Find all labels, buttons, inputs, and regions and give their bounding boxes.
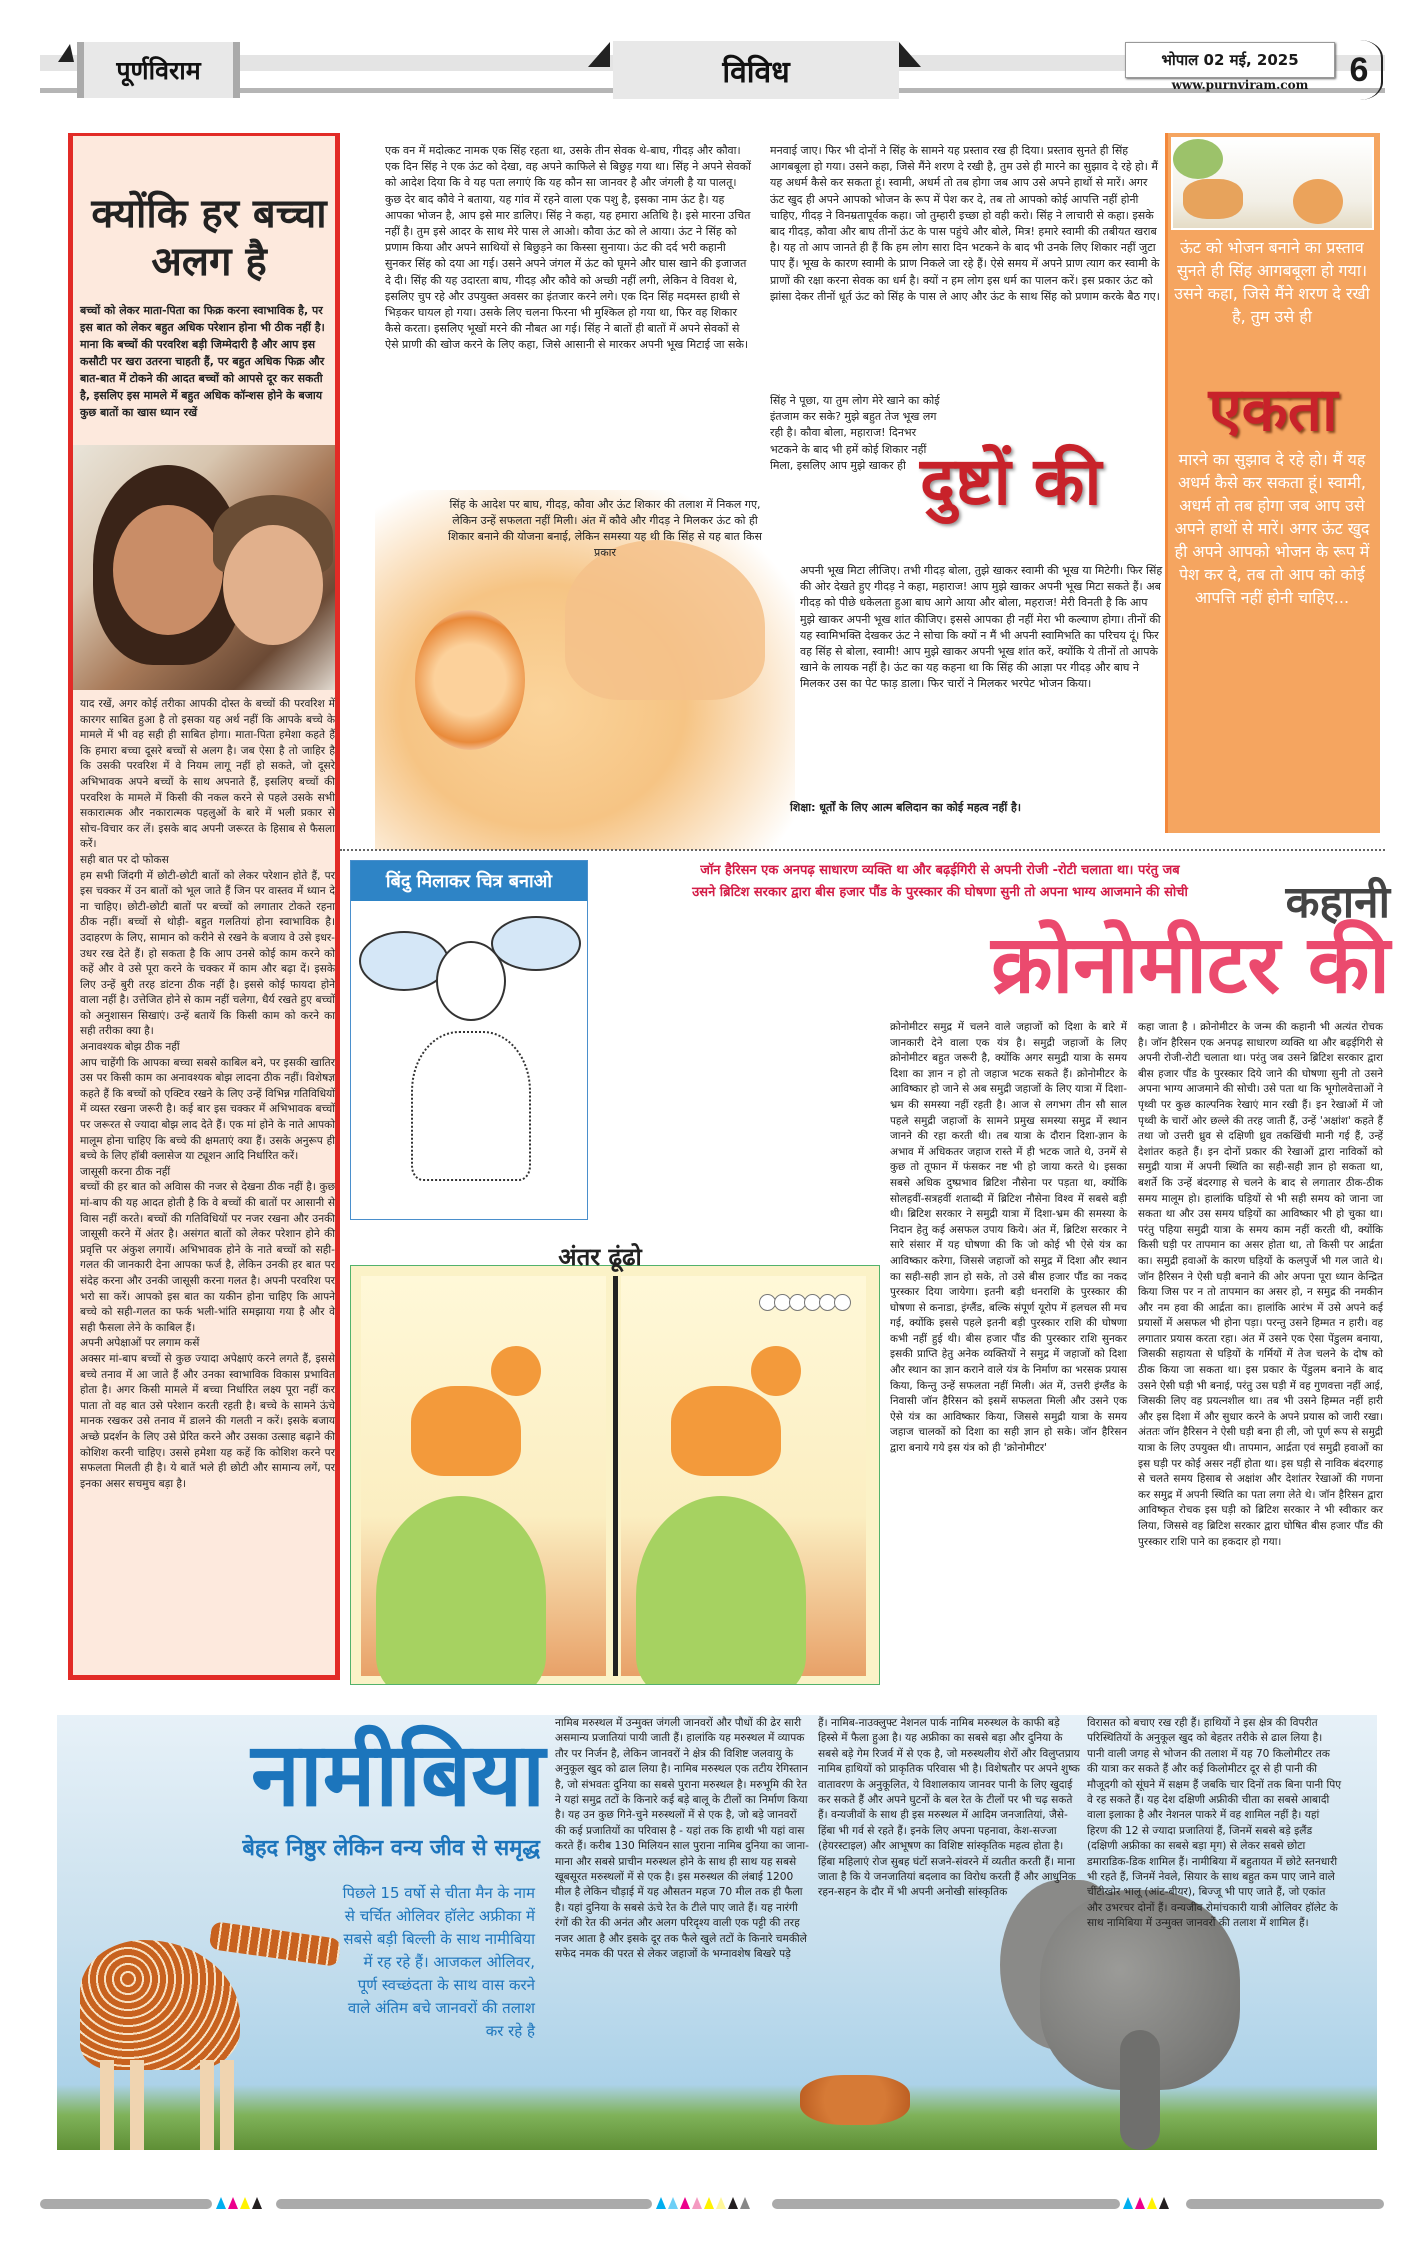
parenting-para: अक्सर मां-बाप बच्चों से कुछ ज्यादा अपेक्षाएं करने लगते हैं, इससे बच्चे तनाव में आ जाते हैं और उनका स्वाभाविक विकास प्रभावित होता है। अगर किसी मामले में बच्चा निर्धारित लक्ष्य पूरा नहीं कर पाता तो वह बात उसे परेशान करती रहती है। बच्चे के सामने ऊंचे मानक रखकर उसे तनाव में डालने की गलती न करें। इसके बजाय अच्छे प्रदर्शन के लिए उसे प्रेरित करने और उसका उत्साह बढ़ाने की कोशिश करनी चाहिए। उससे हमेशा यह कहें कि कोशिश करने पर सफलता मिलती ही है। ये बातें भले ही छोटी और सामान्य लगें, पर इनका असर सचमुच बड़ा है। [80, 1352, 335, 1490]
newspaper-logo: पूर्णविराम [77, 42, 240, 98]
page-number: 6 [1337, 40, 1383, 100]
parenting-para: हम सभी जिंदगी में छोटी-छोटी बातों को लेकर परेशान होते हैं, पर इस चक्कर में उन बातों को भूल जाते हैं जिन पर वास्तव में ध्यान दे ना चाहिए। छोटी-छोटी बातों पर बच्चों को लगातार टोकते रहना ठीक नहीं। बच्चों से थोड़ी- बहुत गलतियां होना स्वाभाविक है। उदाहरण के लिए, सामान को करीने से रखने के बजाय वे उसे इधर- उधर रख देते हैं। हो सकता है कि आप उनसे कोई काम करने को कहें और वे उसे पूरा करने के चक्कर में काम और बढ़ा दें। इसके लिए उन्हें बुरी तरह डांटना ठीक नहीं है। इससे कोई फायदा होने वाला नहीं है। उत्तेजित होने से काम नहीं चलेगा, धैर्य रखते हुए बच्चों को अनुशासन सिखाएं। उन्हें बतायें कि किसी काम को करने का सही तरीका क्या है। [80, 869, 335, 1038]
parenting-para: याद रखें, अगर कोई तरीका आपकी दोस्त के बच्चों की परवरिश में कारगर साबित हुआ है तो इसका यह अर्थ नहीं कि आपके बच्चे के मामले में भी वह सही ही साबित होगा। माता-पिता हमेशा कहते हैं कि हमारा बच्चा दूसरे बच्चों से अलग है। जब ऐसा है तो जाहिर है कि उसकी परवरिश में वे नियम लागू नहीं हो सकते, जो दूसरे अभिभावक अपने बच्चों के साथ अपनाते हैं, इसलिए बच्चों की परवरिश के मामले में किसी की नकल करने से पहले उसके सभी सकारात्मक और नकारात्मक पहलुओं के बारे में भली प्रकार से सोच-विचार कर लें। इसके बाद अपनी जरूरत के हिसाब से फैसला करें। [80, 698, 335, 851]
parenting-body [80, 697, 335, 1492]
story-headline-part1: दुष्टों की [920, 443, 1102, 520]
section-divider [340, 849, 1385, 851]
connect-dots-puzzle [350, 860, 588, 1220]
chronometer-intro: जॉन हैरिसन एक अनपढ़ साधारण व्यक्ति था और बढ़ईगिरी से अपनी रोजी -रोटी चलाता था। परंतु जब उसने ब्रिटिश सरकार द्वारा बीस हजार पौंड के पुरस्कार की घोषणा सुनी तो अपना भाग्य आजमाने की सोची [692, 863, 1188, 900]
story-moral: शिक्षा: धूर्तों के लिए आत्म बलिदान का कोई महत्व नहीं है। [790, 801, 1022, 814]
story-paragraph-3: सिंह ने पूछा, या तुम लोग मेरे खाने का कोई इंतजाम कर सके? मुझे बहुत तेज भूख लग रही है। कौवा बोला, महाराज! दिनभर भटकने के बाद भी हमें कोई शिकार नहीं मिला, इसलिए आप मुझे खाकर ही [770, 394, 940, 472]
edition-date: भोपाल 02 मई, 2025 [1125, 42, 1335, 78]
story-paragraph-1b: सिंह के आदेश पर बाघ, गीदड़, कौवा और ऊंट शिकार की तलाश में निकल गए, लेकिन उन्हें सफलता नहीं मिली। अंत में कौवे और गीदड़ ने मिलकर ऊंट को ही शिकार बनाने की योजना बनाई, लेकिन समस्या यह थी कि सिंह से यह बात किस प्रकार [448, 498, 762, 559]
story-headline-part2: एकता [1208, 375, 1338, 445]
website-url[interactable]: www.purnviram.com [1171, 78, 1309, 92]
boy-face-outline [436, 941, 506, 1021]
parenting-headline: क्योंकि हर बच्चा अलग है [91, 191, 327, 285]
namibia-column-1: नामिब मरुस्थल में उन्मुक्त जंगली जानवरों और पौधों की ढेर सारी असमान्य प्रजातियां पायी जाती हैं। हालांकि यह मरुस्थल में व्यापक तौर पर निर्जन है, लेकिन जानवरों ने क्षेत्र की विशिष्ट जलवायु के अनुकूल खुद को ढाल लिया है। नामिब मरुस्थल एक तटीय रेगिस्तान है, जो संभवतः दुनिया का सबसे पुराना मरुस्थल है। मरुभूमि की रेत ने यहां समुद्र तटों के किनारे कई बड़े बालू के टीलों का निर्माण किया है। यह उन कुछ गिने-चुने मरुस्थलों में से एक है, जो बड़े जानवरों की कई प्रजातियों का परिवास है - यहां तक कि हाथी भी यहां वास करते हैं। करीब 130 मिलियन साल पुराना नामिब दुनिया का जाना-माना और सबसे प्राचीन मरुस्थल होने के साथ ही साथ यह सबसे खूबसूरत मरुस्थलों में से एक है। इस मरुस्थल की लंबाई 1200 मील है लेकिन चौड़ाई में यह औसतन महज 70 मील तक ही फैला है। यहां दुनिया के सबसे ऊंचे रेत के टीले पाए जाते हैं। यह नारंगी रंगों की रेत की अनंत और अलग परिदृश्य वाली एक पट्टी की तरह नजर आता है और इसके दूर तक फैले खुले तटों के किनारे चमकीले सफेद नमक की परत से लेकर जहाजों के भग्नावशेष बिखरे पड़े [555, 1717, 809, 1961]
section-title: विविध [613, 41, 899, 99]
parenting-subhead: अपनी अपेक्षाओं पर लगाम कसें [80, 1337, 200, 1350]
namibia-headline: नामीबिया [251, 1723, 545, 1826]
chronometer-column-2: कहा जाता है । क्रोनोमीटर के जन्म की कहानी भी अत्यंत रोचक है। जॉन हैरिसन एक अनपढ़ साधारण व्यक्ति था और बढ़ईगिरी से अपनी रोजी-रोटी चलाता था। परंतु जब उसने ब्रिटिश सरकार द्वारा बीस हजार पौंड के पुरस्कार दिये जाने की घोषणा सुनी तो उसने अपना भाग्य आजमाने की सोची। उसे पता था कि भूगोलवेत्ताओं ने पृथ्वी पर कुछ काल्पनिक रेखाएं मान रखी हैं। इन रेखाओं में जो पृथ्वी के चारों ओर छल्ले की तरह जाती हैं, उन्हें 'अक्षांश' कहते हैं तथा जो उत्तरी ध्रुव से दक्षिणी ध्रुव तकखिंची मानी गई हैं, उन्हें देशांतर कहते हैं। इन दोनों प्रकार की रेखाओं द्वारा नाविकों को समुद्री यात्रा में अपनी स्थिति का सही-सही ज्ञान हो सकता था, बशर्ते कि उन्हें बंदरगाह से चलने के बाद से लगातार ठीक-ठीक समय मालूम हो। हालांकि घड़ियों से भी सही समय को जाना जा सकता था और उस समय घड़ियों का आविष्कार भी हो चुका था। परंतु पहिया समुद्री यात्रा के समय काम नहीं करती थी, क्योंकि किसी घड़ी पर तापमान का असर होता था, तो किसी पर आर्द्रता का। समुद्री हवाओं के कारण घड़ियों के कलपुर्जे भी गल जाते थे। जॉन हैरिसन ने ऐसी घड़ी बनाने की ओर अपना पूरा ध्यान केन्द्रित किया जिस पर न तो तापमान का असर हो, न समुद्र की नमकीन और नम हवा की आर्द्रता का। हालांकि आरंभ में उसे अपने कई प्रयासों में असफल भी होना पड़ा। परन्तु उसने हिम्मत न हारी। वह लगातार प्रयास करता रहा। अंत में उसने एक ऐसा पेंडुलम बनाया, जिसकी सहायता से घड़ियों के गर्मियों में तेज चलने के दोष को ठीक किया जा सकता था। इस प्रकार के पेंडुलम बनाने के बाद उसने ऐसी घड़ी भी बनाई, परंतु उस घड़ी में वह गुणवत्ता नहीं आई, जिसकी लिए वह प्रयत्नशील था। तब भी उसने हिम्मत नहीं हारी और इस दिशा में और सुधार करने के अपने प्रयास को जारी रखा। अंततः जॉन हैरिसन ने ऐसी घड़ी बना ही ली, जो पूर्ण रूप से समुद्री यात्रा के लिए उपयुक्त थी। तापमान, आर्द्रता एवं समुद्री हवाओं का इस घड़ी पर कोई असर नहीं होता था। इस घड़ी से नाविक बंदरगाह से चलते समय हिसाब से अक्षांश और देशांतर रेखाओं की गणना कर समुद्र में अपनी स्थिति का पता लगा लेते थे। जॉन हैरिसन द्वारा आविष्कृत रोचक इस घड़ी को ब्रिटिश सरकार ने भी स्वीकार कर लिया, जिससे वह ब्रिटिश सरकार द्वारा घोषित बीस हजार पौंड की पुरस्कार राशि पाने का हकदार हो गया। [1138, 1021, 1383, 1548]
cmyk-marks [1123, 2197, 1169, 2209]
print-bar [276, 2199, 652, 2209]
chronometer-kicker: कहानी [1285, 877, 1390, 928]
left-picture [361, 1276, 606, 1676]
namibia-column-2: हैं। नामिब-नाउक्लुफ्ट नेशनल पार्क नामिब मरुस्थल के काफी बड़े हिस्से में फैला हुआ है। यह अफ्रीका का सबसे बड़ा और दुनिया के सबसे बड़े गेम रिजर्व में से एक है, जो मरुस्थलीय शेरों और विलुप्तप्राय नामिब हाथियों को प्राकृतिक परिवास भी है। विशेषतौर पर अपने शुष्क वातावरण के अनुकूलित, ये विशालकाय जानवर पानी के लिए खुदाई कर सकते हैं और अपने घुटनों के बल रेत के टीलों पर भी चढ़ सकते हैं। वन्यजीवों के साथ ही इस मरुस्थल में आदिम जनजातियां, जैसे- हिंबा भी गर्व से रहते हैं। इनके लिए अपना पहनावा, केश-सज्जा (हेयरस्टाइल) और आभूषण का विशिष्ट सांस्कृतिक महत्व होता है। हिंबा महिलाएं रोज सुबह घंटों सजने-संवरने में व्यतीत करती हैं। माना जाता है कि ये जनजातियां बदलाव का विरोध करती हैं और आधुनिक रहन-सहन के दौर में भी अपनी अनोखी सांस्कृतिक [818, 1717, 1080, 1899]
parenting-subhead: जासूसी करना ठीक नहीं [80, 1165, 171, 1178]
cmyk-marks [656, 2197, 750, 2209]
cmyk-marks [216, 2197, 262, 2209]
deer-photo [790, 2035, 920, 2155]
parenting-subhead: अनावश्यक बोझ ठीक नहीं [80, 1041, 180, 1054]
difference-counter [761, 1294, 851, 1311]
right-picture [621, 1276, 866, 1676]
chronometer-headline: क्रोनोमीटर की [991, 918, 1390, 1011]
print-bar [772, 2199, 1120, 2209]
sidebar-quote-2: मारने का सुझाव दे रहे हो। मैं यह अधर्म कैसे कर सकता हूं। स्वामी, अधर्म तो तब होगा जब आप उसे अपने हाथों से मारें। अगर ऊंट खुद ही अपने आपको भोजन के रूप में पेश कर दे, तब तो आप को कोई आपत्ति नहीं होनी चाहिए... [1174, 450, 1370, 607]
print-bar [1186, 2199, 1384, 2209]
section-corner-left-icon [588, 42, 610, 67]
section-corner-right-icon [899, 42, 921, 67]
connect-dots-title: बिंदु मिलाकर चित्र बनाओ [351, 861, 587, 901]
sidebar-quote-1: ऊंट को भोजन बनाने का प्रस्ताव सुनते ही सिंह आगबबूला हो गया। उसने कहा, जिसे मैंने शरण दे रखी है, तुम उसे ही [1174, 238, 1370, 326]
brand-corner-icon [58, 44, 74, 62]
namibia-lead: पिछले 15 वर्षो से चीता मैन के नाम से चर्चित ओलिवर हॉलेट अफ्रीका में सबसे बड़ी बिल्ली के साथ नामीबिया में रह रहे हैं। आजकल ओलिवर, पूर्ण स्वच्छंदता के साथ वास करने वाले अंतिम बचे जानवरों की तलाश कर रहे है [342, 1884, 535, 2040]
story-paragraph-1: एक वन में मदोत्कट नामक एक सिंह रहता था, उसके तीन सेवक थे-बाघ, गीदड़ और कौवा। एक दिन सिंह ने एक ऊंट को देखा, वह अपने काफिले से बिछुड़ गया था। सिंह ने अपने सेवकों को आदेश दिया कि वे यह पता लगाएं कि यह कौन सा जानवर है और जंगली है या पालतू। कुछ देर बाद कौवे ने बताया, यह गांव में रहने वाला एक पशु है, इसका नाम ऊंट है। यह आपका भोजन है, आप इसे मार डालिए। सिंह ने कहा, यह हमारा अतिथि है। इसे मारना उचित नहीं है। तुम इसे आदर के साथ मेरे पास ले आओ। कौवा ऊंट को ले आया। ऊंट ने सिंह को प्रणाम किया और अपने साथियों से बिछुड़ने का किस्सा सुनाया। ऊंट की दर्द भरी कहानी सुनकर सिंह को दया आ गई। उसने अपने जंगल में ऊंट को घूमने और घास खाने की इजाजत दे दी। सिंह की यह उदारता बाघ, गीदड़ और कौवे को अच्छी नहीं लगी, लेकिन वे विवश थे, इसलिए चुप रहे और उपयुक्त अवसर का इंतजार करने लगे। एक दिन सिंह मदमस्त हाथी से भिड़कर घायल हो गया। उसके लिए चलना फिरना भी मुश्किल हो गया था, फिर वह शिकार कैसे करता। इसलिए भूखों मरने की नौबत आ गई। सिंह ने बातों ही बातों में अपने सेवकों से ऐसे प्राणी की खोज करने के लिए कहा, जिसे आसानी से मारकर अपनी भूख मिटाई जा सके। [385, 144, 751, 352]
parenting-subhead: सही बात पर दो फोकस [80, 853, 169, 866]
parenting-para: आप चाहेंगी कि आपका बच्चा सबसे काबिल बने, पर इसकी खातिर उस पर किसी काम का अनावश्यक बोझ लादना ठीक नहीं। विशेषज्ञ कहते हैं कि बच्चों को एक्टिव रखने के लिए उन्हें विभिन्न गतिविधियों में व्यस्त रखना जरूरी है। कई बार इस चक्कर में अभिभावक बच्चों पर जरूरत से ज्यादा बोझ लाद देते हैं। एक मां होने के नाते आपको मालूम होना चाहिए कि बच्चे की क्षमताएं क्या हैं। उसके अनुरूप ही बच्चे के लिए हॉबी क्लासेज या ट्यूशन आदि निर्धारित करें। [80, 1056, 335, 1163]
book-spine [613, 1276, 618, 1676]
giraffe-photo [70, 1900, 330, 2150]
dotted-body-outline [411, 1031, 531, 1181]
parenting-para: बच्चों की हर बात को अविास की नजर से देखना ठीक नहीं है। कुछ मां-बाप की यह आदत होती है कि वे बच्चों की बातों पर आसानी से विास नहीं करते। बच्चों की गतिविधियों पर नजर रखना और उनकी जासूसी करने में अंतर है। असंगत बातों को लेकर परेशान होने की प्रवृत्ति पर अंकुश लगायें। अभिभावक होने के नाते बच्चों को सही-गलत की जानकारी देना आपका फर्ज है, लेकिन उनकी हर बात पर संदेह करना और उनकी जासूसी करना गलत है। अपनी परवरिश पर भरो सा करें। आपको इस बात का यकीन होना चाहिए कि आपने बच्चे को सही-गलत का फर्क भली-भांति समझाया गया है और वे सही फैसला लेने के काबिल हैं। [80, 1181, 335, 1334]
story-paragraph-4: अपनी भूख मिटा लीजिए। तभी गीदड़ बोला, तुझे खाकर स्वामी की भूख या मिटेगी। फिर सिंह की ओर देखते हुए गीदड़ ने कहा, महाराज! आप मुझे खाकर अपनी भूख मिटा सकते हैं। अब गीदड़ को पीछे धकेलता हुआ बाघ आगे आया और बोला, महराज! मेरी विनती है कि आप मुझे खाकर अपनी भूख शांत कीजिए। इससे आपका ही नहीं मेरा भी कल्याण होगा। तीनों की यह स्वामिभक्ति देखकर ऊंट ने सोचा कि क्यों न मैं भी अपनी स्वामिभति का परिचय दूं। फिर वह सिंह से बोला, स्वामी! आप मुझे खाकर अपनी भूख शांत करें, क्योंकि ये तीनों तो आपके खाने के लायक नहीं है। ऊंट का यह कहना था कि सिंह की आज्ञा पर गीदड़ और बाघ ने मिलकर उस का पेट फाड़ डाला। फिर चारों ने मिलकर भरपेट भोजन किया। [800, 564, 1163, 691]
mother-child-photo [73, 445, 335, 690]
spot-difference-title: अंतर ढूंढो [558, 1243, 642, 1271]
spot-difference-puzzle [350, 1265, 880, 1685]
print-bar [40, 2199, 212, 2209]
namibia-subheadline: बेहद निष्ठुर लेकिन वन्य जीव से समृद्ध [242, 1836, 540, 1861]
namibia-column-3: विरासत को बचाए रख रही हैं। हाथियों ने इस क्षेत्र की विपरीत परिस्थितियों के अनुकूल खुद को बेहतर तरीके से ढाल लिया है। पानी वाली जगह से भोजन की तलाश में यह 70 किलोमीटर तक की यात्रा कर सकते हैं और कई किलोमीटर दूर से ही पानी की मौजूदगी को सूंघने में सक्षम हैं जबकि चार दिनों तक बिना पानी पिए वे रह सकते हैं। यह देश दक्षिणी अफ्रीकी चीता का सबसे आबादी वाला इलाका है और नेशनल पाकरे में वह शामिल नहीं है। यहां हिरण की 12 से ज्यादा प्रजातियां हैं, जिनमें सबसे बड़े इलैंड (दक्षिणी अफ्रीका का सबसे बड़ा मृग) से लेकर सबसे छोटा डमाराडिक-डिक शामिल हैं। नामीबिया में बहुतायत में छोटे स्तनधारी भी रहते हैं, जिनमें नेवले, सियार के साथ बहुत कम पाए जाने वाले चींटीखोर भालू (आंट-बीयर), बिज्जू भी पाए जाते हैं, जो एकांत और उभरचर दोनों हैं। वन्यजीव रोमांचकारी यात्री ओलिवर हॉलेट के साथ नामिबिया में उन्मुक्त जानवरों की तलाश में शामिल हैं। [1087, 1717, 1342, 1930]
story-paragraph-2: मनवाई जाए। फिर भी दोनों ने सिंह के सामने यह प्रस्ताव रख ही दिया। प्रस्ताव सुनते ही सिंह आगबबूला हो गया। उसने कहा, जिसे मैंने शरण दे रखी है, तुम उसे ही मारने का सुझाव दे रहे हो। मैं यह अधर्म कैसे कर सकता हूं। स्वामी, अधर्म तो तब होगा जब आप उसे अपने हाथों से मारें। अगर ऊंट खुद ही अपने आपको भोजन के रूप में पेश कर दे, तब तो आपको कोई आपत्ति नहीं होनी चाहिए, गीदड़ ने विनम्रतापूर्वक कहा। जो तुम्हारी इच्छा हो वही करो। सिंह ने लाचारी से कहा। इसके बाद गीदड़, कौवा और बाघ तीनों ऊंट के पास पहुंचे और बोले, मित्र! हमारे स्वामी की तबीयत खराब है। यह तो आप जानते ही हैं कि हम लोग सारा दिन भटकने के बाद भी उनके लिए शिकार नहीं जुटा पाए हैं। भूख के कारण स्वामी के प्राण निकले जा रहे हैं। ऐसे समय में अपने प्राण त्याग कर स्वामी के प्राणों की रक्षा करना सेवक का धर्म है। क्यों न हम लोग इस धर्म का पालन करें। इस प्रकार ऊंट को झांसा देकर तीनों धूर्त ऊंट को सिंह के पास ले आए और ऊंट के साथ सिंह को प्रणाम करके बैठ गए। [770, 144, 1160, 303]
chronometer-column-1: क्रोनोमीटर समुद्र में चलने वाले जहाजों को दिशा के बारे में जानकारी देने वाला एक यंत्र है। समुद्री जहाजों के लिए क्रोनोमीटर बहुत जरूरी है, क्योंकि अगर समुद्री यात्रा के समय दिशा का ज्ञान न हो तो जहाज भटक सकते हैं। क्रोनोमीटर के आविष्कार हो जाने से अब समुद्री जहाजों के लिए यात्रा में दिशा- भ्रम की समस्या नहीं रहती है। आज से लगभग तीन सौ साल पहले समुद्री जहाजों के सामने प्रमुख समस्या समुद्र में स्थान जानने की रहा करती थी। तब यात्रा के दौरान दिशा-ज्ञान के अभाव में अधिकतर जहाज रास्ते में ही भटक जाते थे, उनमें से कुछ तो तूफान में फंसकर नष्ट भी हो जाया करते थे। इसका सबसे अधिक दुष्प्रभाव ब्रिटिश नौसेना पर पड़ता था, क्योंकि सोलहवीं-सत्रहवीं शताब्दी में ब्रिटिश नौसेना विश्व में सबसे बड़ी थी। ब्रिटिश सरकार ने समुद्री यात्रा में दिशा-भ्रम की समस्या के निदान हेतु कई असफल उपाय किये। अंत में, ब्रिटिश सरकार ने सारे संसार में यह घोषणा की कि जो कोई भी ऐसे यंत्र का आविष्कार करेगा, जिससे जहाजों को समुद्र में दिशा और स्थान का सही-सही ज्ञान हो सके, तो उसे बीस हजार पौंड का नकद पुरस्कार दिया जायेगा। इतनी बड़ी धनराशि के पुरस्कार की घोषणा से कनाडा, इंग्लैंड, बल्कि संपूर्ण यूरोप में हलचल सी मच गई, क्योंकि इससे पहले इतनी बड़ी पुरस्कार राशि की घोषणा कभी नहीं हुई थी। बीस हजार पौंड की पुरस्कार राशि सुनकर इसकी प्राप्ति हेतु अनेक व्यक्तियों ने समुद्र में जहाजों को दिशा और स्थान का ज्ञान कराने वाले यंत्र के निर्माण का भरसक प्रयास किया, किन्तु उन्हें सफलता नहीं मिली। अंत में, उत्तरी इंग्लैंड के निवासी जॉन हैरिसन को इसमें सफलता मिली और उसने एक ऐसे यंत्र का आविष्कार किया, जिससे समुद्री यात्रा के समय जहाज चालकों को दिशा का सही ज्ञान हो सके। जॉन हैरिसन द्वारा बनाये गये इस यंत्र को ही 'क्रोनोमीटर' [890, 1021, 1127, 1455]
parenting-lead: बच्चों को लेकर माता-पिता का फिक्र करना स्वाभाविक है, पर इस बात को लेकर बहुत अधिक परेशान होना भी ठीक नहीं है। माना कि बच्चों की परवरिश बड़ी जिम्मेदारी है और आप इस कसौटी पर खरा उतरना चाहती हैं, पर बहुत अधिक फिक्र और बात-बात में टोकने की आदत बच्चों को आपसे दूर कर सकती है, इसलिए इस मामले में बहुत अधिक कॉन्शस होने के बजाय कुछ बातों का खास ध्यान रखें [80, 304, 325, 419]
animals-cartoon [1171, 137, 1374, 230]
